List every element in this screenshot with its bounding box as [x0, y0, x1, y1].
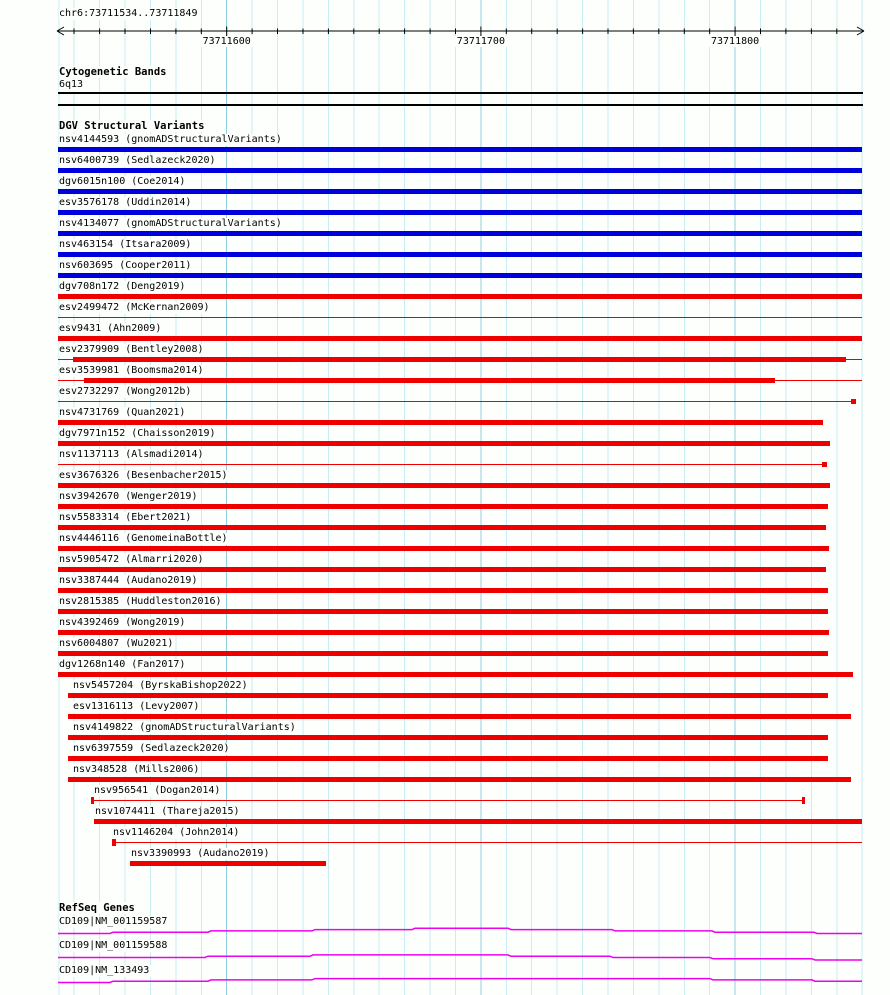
variant-label[interactable]: nsv1137113 (Alsmadi2014) [59, 449, 204, 460]
variant-label[interactable]: nsv4149822 (gnomADStructuralVariants) [73, 722, 296, 733]
region-title: chr6:73711534..73711849 [59, 8, 198, 19]
variant-label[interactable]: esv2732297 (Wong2012b) [59, 386, 192, 397]
variant-label[interactable]: esv1316113 (Levy2007) [73, 701, 200, 712]
variant-label[interactable]: nsv4392469 (Wong2019) [59, 617, 186, 628]
gene-line[interactable] [58, 955, 862, 960]
variant-label[interactable]: dgv6015n100 (Coe2014) [59, 176, 186, 187]
cytobands-header: Cytogenetic Bands [59, 66, 167, 78]
ruler-tick-label: 73711800 [705, 36, 765, 47]
variant-label[interactable]: dgv708n172 (Deng2019) [59, 281, 186, 292]
variant-label[interactable]: nsv6400739 (Sedlazeck2020) [59, 155, 216, 166]
refseq-header: RefSeq Genes [59, 902, 135, 914]
variant-label[interactable]: esv9431 (Ahn2009) [59, 323, 162, 334]
variant-label[interactable]: nsv5457204 (ByrskaBishop2022) [73, 680, 248, 691]
ruler-tick-label: 73711700 [451, 36, 511, 47]
variant-label[interactable]: nsv3390993 (Audano2019) [131, 848, 270, 859]
variant-label[interactable]: nsv5905472 (Almarri2020) [59, 554, 204, 565]
variant-label[interactable]: nsv603695 (Cooper2011) [59, 260, 192, 271]
cytoband-label[interactable]: 6q13 [59, 79, 84, 90]
variant-label[interactable]: nsv4731769 (Quan2021) [59, 407, 186, 418]
gene-label[interactable]: CD109|NM_001159587 [59, 916, 168, 927]
dgv-header: DGV Structural Variants [59, 120, 205, 132]
variant-label[interactable]: nsv2815385 (Huddleston2016) [59, 596, 222, 607]
variant-label[interactable]: esv3676326 (Besenbacher2015) [59, 470, 228, 481]
variant-label[interactable]: nsv956541 (Dogan2014) [94, 785, 221, 796]
variant-label[interactable]: nsv3942670 (Wenger2019) [59, 491, 198, 502]
variant-label[interactable]: nsv4446116 (GenomeinaBottle) [59, 533, 228, 544]
gene-label[interactable]: CD109|NM_001159588 [59, 940, 168, 951]
variant-label[interactable]: nsv3387444 (Audano2019) [59, 575, 198, 586]
variant-label[interactable]: nsv348528 (Mills2006) [73, 764, 200, 775]
variant-label[interactable]: nsv6397559 (Sedlazeck2020) [73, 743, 230, 754]
variant-label[interactable]: esv2379909 (Bentley2008) [59, 344, 204, 355]
variant-label[interactable]: nsv6004807 (Wu2021) [59, 638, 174, 649]
variant-label[interactable]: esv3576178 (Uddin2014) [59, 197, 192, 208]
variant-label[interactable]: nsv5583314 (Ebert2021) [59, 512, 192, 523]
variant-label[interactable]: nsv1146204 (John2014) [113, 827, 240, 838]
gene-line[interactable] [58, 979, 862, 983]
variant-label[interactable]: dgv1268n140 (Fan2017) [59, 659, 186, 670]
variant-label[interactable]: nsv1074411 (Thareja2015) [95, 806, 240, 817]
variant-label[interactable]: nsv4134077 (gnomADStructuralVariants) [59, 218, 282, 229]
ruler-tick-label: 73711600 [197, 36, 257, 47]
variant-label[interactable]: nsv463154 (Itsara2009) [59, 239, 192, 250]
gene-line[interactable] [58, 928, 862, 933]
variant-label[interactable]: esv3539981 (Boomsma2014) [59, 365, 204, 376]
variant-label[interactable]: nsv4144593 (gnomADStructuralVariants) [59, 134, 282, 145]
variant-label[interactable]: dgv7971n152 (Chaisson2019) [59, 428, 216, 439]
gene-label[interactable]: CD109|NM_133493 [59, 965, 150, 976]
variant-label[interactable]: esv2499472 (McKernan2009) [59, 302, 210, 313]
